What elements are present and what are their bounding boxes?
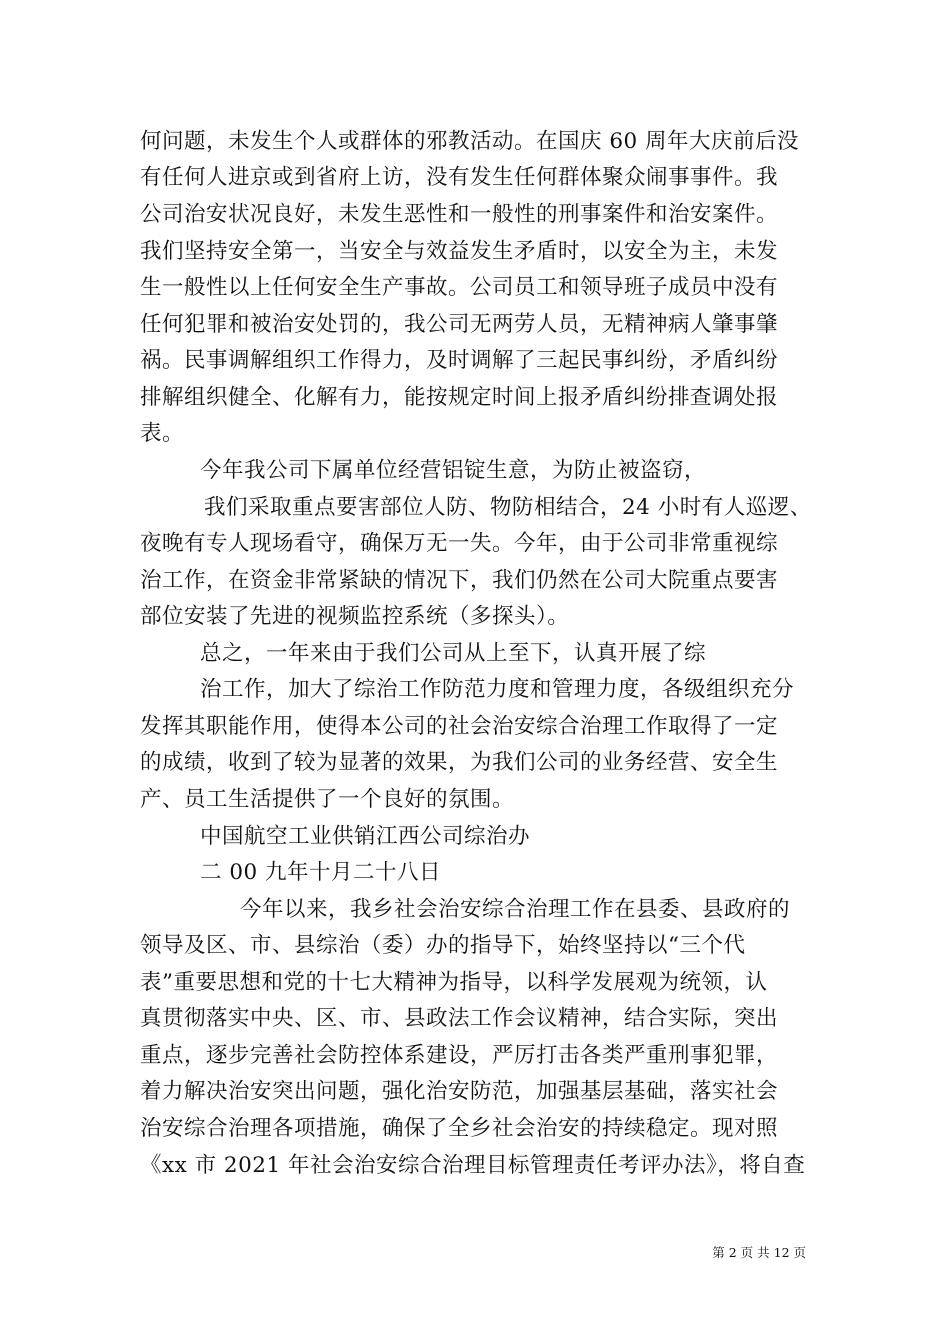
body-line: 表。 <box>140 421 185 446</box>
body-line: 夜晚有专人现场看守，确保万无一失。今年，由于公司非常重视综 <box>140 531 779 556</box>
body-line: 的成绩，收到了较为显著的效果，为我们公司的业务经营、安全生 <box>140 750 779 775</box>
body-line: 今年我公司下属单位经营铝锭生意，为防止被盗窃， <box>200 458 707 483</box>
body-line: 何问题，未发生个人或群体的邪教活动。在国庆 60 周年大庆前后没 <box>140 129 800 154</box>
body-line: 任何犯罪和被治安处罚的，我公司无两劳人员，无精神病人肇事肇 <box>140 312 779 337</box>
body-line: 治安综合治理各项措施，确保了全乡社会治安的持续稳定。现对照 <box>140 1116 779 1141</box>
body-line: 发挥其职能作用，使得本公司的社会治安综合治理工作取得了一定 <box>140 714 779 739</box>
signature-organization: 中国航空工业供销江西公司综治办 <box>200 824 531 849</box>
body-line: 有任何人进京或到省府上访，没有发生任何群体聚众闹事事件。我 <box>140 165 779 190</box>
body-line: 今年以来，我乡社会治安综合治理工作在县委、县政府的 <box>240 897 791 922</box>
body-line: 着力解决治安突出问题，强化治安防范，加强基层基础，落实社会 <box>140 1079 779 1104</box>
page-number: 第 2 页 共 12 页 <box>712 1245 806 1260</box>
body-line: 我们采取重点要害部位人防、物防相结合，24 小时有人巡逻、 <box>204 495 812 520</box>
body-line: 治工作，在资金非常紧缺的情况下，我们仍然在公司大院重点要害 <box>140 568 779 593</box>
body-line: 《xx 市 2021 年社会治安综合治理目标管理责任考评办法》，将自查 <box>140 1153 806 1178</box>
signature-date: 二 00 九年十月二十八日 <box>200 860 442 885</box>
body-line: 部位安装了先进的视频监控系统（多探头）。 <box>140 604 570 629</box>
body-line: 总之，一年来由于我们公司从上至下，认真开展了综 <box>200 641 707 666</box>
body-line: 排解组织健全、化解有力，能按规定时间上报矛盾纠纷排查调处报 <box>140 385 779 410</box>
body-line: 治工作，加大了综治工作防范力度和管理力度，各级组织充分 <box>200 677 795 702</box>
body-line: 我们坚持安全第一，当安全与效益发生矛盾时，以安全为主，未发 <box>140 239 779 264</box>
body-line: 公司治安状况良好，未发生恶性和一般性的刑事案件和治安案件。 <box>140 202 779 227</box>
body-line: 真贯彻落实中央、区、市、县政法工作会议精神，结合实际，突出 <box>140 1006 779 1031</box>
body-line: 产、员工生活提供了一个良好的氛围。 <box>140 787 515 812</box>
body-line: 领导及区、市、县综治（委）办的指导下，始终坚持以“三个代 <box>140 933 746 958</box>
body-line: 生一般性以上任何安全生产事故。公司员工和领导班子成员中没有 <box>140 275 779 300</box>
body-line: 表”重要思想和党的十七大精神为指导，以科学发展观为统领，认 <box>140 970 768 995</box>
body-line: 重点，逐步完善社会防控体系建设，严厉打击各类严重刑事犯罪， <box>140 1043 779 1068</box>
body-line: 祸。民事调解组织工作得力，及时调解了三起民事纠纷，矛盾纠纷 <box>140 348 779 373</box>
